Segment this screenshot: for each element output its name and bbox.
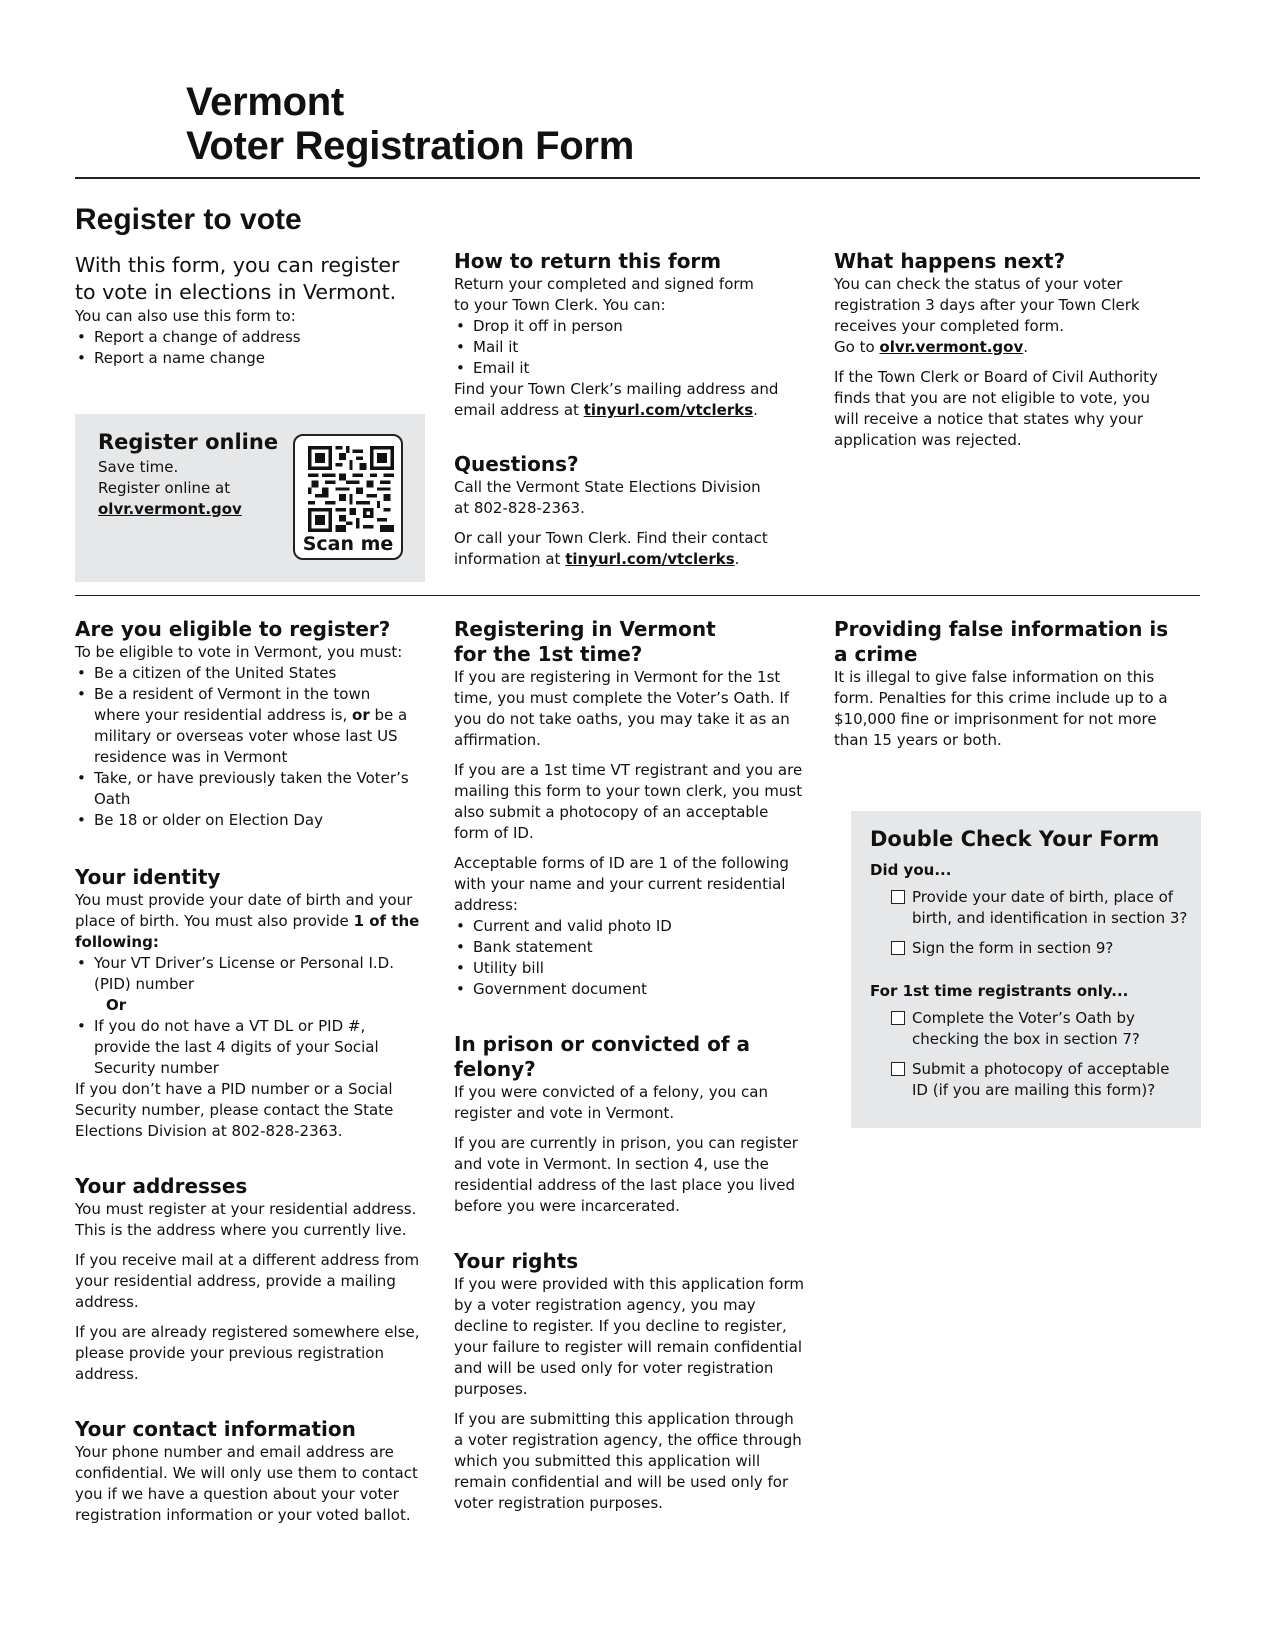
addresses-p1: You must register at your residential address. This is the address where you currently live. [75, 1200, 417, 1239]
rights-p2: If you are submitting this application through a voter registration agency, the office through which you submitted this application will remain confidential and will be used only for voter registration purposes. [454, 1410, 802, 1512]
register-section [75, 203, 302, 237]
first-time-p2: If you are a 1st time VT registrant and you are mailing this form to your town clerk, you must also submit a photocopy of an acceptable form of ID. [454, 761, 803, 842]
checklist-item-id-copy[interactable]: Submit a photocopy of acceptable ID (if you are mailing this form)? [891, 1059, 1190, 1101]
checkbox[interactable] [891, 890, 905, 904]
prison-p1: If you were convicted of a felony, you can register and vote in Vermont. [454, 1083, 768, 1122]
prison-title: In prison or convicted of a felony? [454, 1032, 750, 1081]
next-reject-line2: finds that you are not eligible to vote, you [834, 389, 1151, 407]
rights-title: Your rights [454, 1249, 579, 1273]
register-uses-list [75, 327, 435, 369]
register-online-line2: Register online at [98, 479, 231, 497]
form-title-line1: Vermont [186, 80, 344, 124]
checkbox[interactable] [891, 941, 905, 955]
register-lead-line2: to vote in elections in Vermont. [75, 280, 397, 304]
return-methods-list [454, 316, 804, 379]
next-reject-line1: If the Town Clerk or Board of Civil Authority [834, 368, 1158, 386]
addresses-p2: If you receive mail at a different address from your residential address, provide a mailing address. [75, 1251, 420, 1311]
prison-p2: If you are currently in prison, you can register and vote in Vermont. In section 4, use the residential address of the last place you lived before you were incarcerated. [454, 1134, 798, 1215]
register-also-text: You can also use this form to: [75, 307, 296, 325]
return-form-title: How to return this form [454, 249, 722, 273]
list-item: • Drop it off in person [454, 316, 804, 337]
first-time-title-line2: for the 1st time? [454, 642, 643, 666]
qr-code-icon [308, 446, 394, 532]
questions-section [454, 452, 804, 570]
next-line1: You can check the status of your voter [834, 275, 1123, 293]
questions-call-line1: Call the Vermont State Elections Division [454, 478, 761, 496]
first-time-p3: Acceptable forms of ID are 1 of the following with your name and your current residential address: [454, 854, 789, 914]
first-time-section [454, 617, 804, 1514]
list-item: • Mail it [454, 337, 804, 358]
next-line2: registration 3 days after your Town Clerk [834, 296, 1140, 314]
contact-p1: Your phone number and email address are confidential. We will only use them to contact you if we have a question about your voter registration information or your voted ballot. [75, 1443, 418, 1524]
identity-list-2 [75, 1016, 420, 1079]
list-item: • Report a name change [75, 348, 435, 369]
next-line3: receives your completed form. [834, 317, 1064, 335]
list-item: • Your VT Driver’s License or Personal I.D. (PID) number [75, 953, 420, 995]
eligibility-list [75, 663, 420, 831]
return-form-section [454, 249, 804, 421]
list-item: • If you do not have a VT DL or PID #, provide the last 4 digits of your Social Security number [75, 1016, 420, 1079]
list-item: • Be a resident of Vermont in the town where your residential address is, or be a military or overseas voter whose last US residence was in Vermont [75, 684, 420, 768]
first-time-title-line1: Registering in Vermont [454, 617, 716, 641]
eligibility-title: Are you eligible to register? [75, 617, 391, 641]
false-info-p1: It is illegal to give false information on this form. Penalties for this crime include up to a $10,000 fine or imprisonment for not more than 15 years or both. [834, 668, 1168, 749]
eligibility-intro: To be eligible to vote in Vermont, you must: [75, 643, 403, 661]
list-item: • Bank statement [454, 937, 804, 958]
qr-caption: Scan me [302, 533, 394, 555]
qr-code-card[interactable] [293, 434, 403, 560]
false-info-title-line1: Providing false information is [834, 617, 1169, 641]
did-you-label: Did you... [870, 861, 952, 879]
section-divider [75, 595, 1200, 596]
register-online-link[interactable]: olvr.vermont.gov [98, 500, 242, 518]
questions-or-line1: Or call your Town Clerk. Find their contact [454, 529, 768, 547]
town-clerk-contact-link[interactable]: tinyurl.com/vtclerks [565, 550, 735, 568]
checklist-item-sign[interactable]: Sign the form in section 9? [891, 938, 1190, 959]
list-item: • Email it [454, 358, 804, 379]
identity-or: Or [106, 996, 127, 1014]
false-info-section [834, 617, 1194, 751]
list-item: • Utility bill [454, 958, 804, 979]
list-item: • Take, or have previously taken the Voter’s Oath [75, 768, 420, 810]
list-item: • Be 18 or older on Election Day [75, 810, 420, 831]
register-intro [75, 252, 435, 369]
register-lead-line1: With this form, you can register [75, 253, 400, 277]
questions-or-line2: information at tinyurl.com/vtclerks. [454, 550, 740, 568]
checklist-item-oath[interactable]: Complete the Voter’s Oath by checking the box in section 7? [891, 1008, 1190, 1050]
return-form-find-line1: Find your Town Clerk’s mailing address and [454, 380, 779, 398]
rights-p1: If you were provided with this application form by a voter registration agency, you may decline to register. If you decline to register, your failure to register will remain confidential and will be used only for voter registration purposes. [454, 1275, 804, 1398]
list-item: • Report a change of address [75, 327, 435, 348]
next-title: What happens next? [834, 249, 1066, 273]
addresses-p3: If you are already registered somewhere else, please provide your previous registration address. [75, 1323, 420, 1383]
register-online-box [75, 414, 425, 582]
double-check-box [851, 811, 1201, 1128]
next-reject-line3: will receive a notice that states why your [834, 410, 1144, 428]
list-item: • Government document [454, 979, 804, 1000]
olvr-link[interactable]: olvr.vermont.gov [879, 338, 1024, 356]
return-form-intro-line1: Return your completed and signed form [454, 275, 754, 293]
double-check-title: Double Check Your Form [870, 827, 1160, 851]
next-section [834, 249, 1194, 451]
first-time-only-label: For 1st time registrants only... [870, 982, 1129, 1000]
checkbox[interactable] [891, 1011, 905, 1025]
town-clerk-link[interactable]: tinyurl.com/vtclerks [583, 401, 754, 419]
contact-title: Your contact information [75, 1417, 356, 1441]
checkbox[interactable] [891, 1062, 905, 1076]
questions-title: Questions? [454, 452, 579, 476]
return-form-intro-line2: to your Town Clerk. You can: [454, 296, 666, 314]
checklist-item-birth-info[interactable]: Provide your date of birth, place of birth, and identification in section 3? [891, 887, 1190, 929]
register-online-line1: Save time. [98, 458, 179, 476]
list-item: • Be a citizen of the United States [75, 663, 420, 684]
eligibility-section [75, 617, 420, 1526]
false-info-title-line2: a crime [834, 642, 918, 666]
next-goto-line: Go to olvr.vermont.gov. [834, 338, 1029, 356]
questions-call-line2: at 802-828-2363. [454, 499, 585, 517]
next-reject-line4: application was rejected. [834, 431, 1022, 449]
identity-title: Your identity [75, 865, 221, 889]
addresses-title: Your addresses [75, 1174, 248, 1198]
first-time-p1: If you are registering in Vermont for the 1st time, you must complete the Voter’s Oath. If you do not take oaths, you may take it as an affirmation. [454, 668, 790, 749]
identity-text: You must provide your date of birth and your place of birth. You must also provide 1 of the following: [75, 891, 420, 951]
identity-list [75, 953, 420, 995]
register-title: Register to vote [75, 203, 302, 236]
header-divider [75, 177, 1200, 179]
id-forms-list [454, 916, 804, 1000]
register-online-title: Register online [98, 430, 279, 454]
form-title-line2: Voter Registration Form [186, 124, 634, 168]
list-item: • Current and valid photo ID [454, 916, 804, 937]
return-form-find-line2: email address at tinyurl.com/vtclerks. [454, 401, 758, 419]
identity-footer: If you don’t have a PID number or a Social Security number, please contact the State Elections Division at 802-828-2363. [75, 1080, 394, 1140]
